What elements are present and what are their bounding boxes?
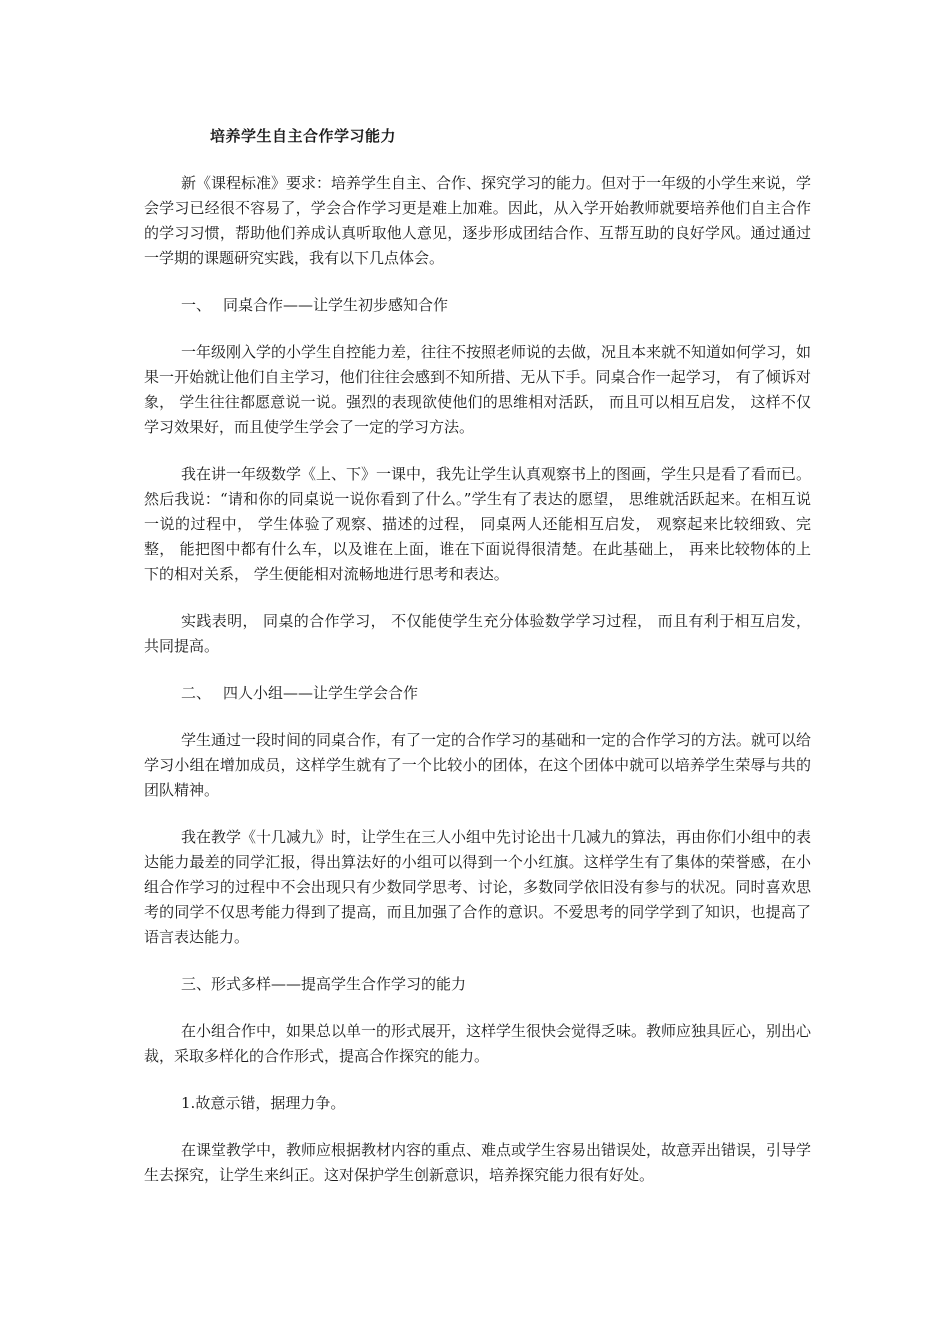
section-heading-text: 四人小组——让学生学会合作 xyxy=(223,684,419,702)
subsection-heading-text: 故意示错，据理力争。 xyxy=(195,1094,346,1112)
section-number: 二、 xyxy=(181,684,212,702)
section-heading-1 xyxy=(144,293,811,318)
paragraph: 学生通过一段时间的同桌合作，有了一定的合作学习的基础和一定的合作学习的方法。就可以给学习小组在增加成员，这样学生就有了一个比较小的团体，在这个团体中就可以培养学生荣辱与共的团队精神。 xyxy=(144,731,812,799)
paragraph: 我在讲一年级数学《上、下》一课中，我先让学生认真观察书上的图画，学生只是看了看而已。然后我说：“请和你的同桌说一说你看到了什么。”学生有了表达的愿望， 思维就活跃起来。在相互说一说的过程中， 学生体验了观察、描述的过程， 同桌两人还能相互启发， 观察起来比较细致、完整， 能把图中都有什么车，以及谁在上面，谁在下面说得很清楚。在此基础上， 再来比较物体的上下的相对关系， 学生便能相对流畅地进行思考和表达。 xyxy=(144,465,812,583)
section-heading-3 xyxy=(144,972,811,997)
subsection-heading-1 xyxy=(144,1091,811,1116)
paragraph: 在小组合作中，如果总以单一的形式展开，这样学生很快会觉得乏味。教师应独具匠心，别出心裁，采取多样化的合作形式，提高合作探究的能力。 xyxy=(144,1022,812,1065)
paragraph: 我在教学《十几减九》时，让学生在三人小组中先讨论出十几减九的算法，再由你们小组中的表达能力最差的同学汇报，得出算法好的小组可以得到一个小红旗。这样学生有了集体的荣誉感，在小组合作学习的过程中不会出现只有少数同学思考、讨论，多数同学依旧没有参与的状况。同时喜欢思考的同学不仅思考能力得到了提高，而且加强了合作的意识。不爱思考的同学学到了知识，也提高了语言表达能力。 xyxy=(144,828,812,946)
section-number: 三、 xyxy=(181,975,212,993)
section-heading-2 xyxy=(144,681,811,706)
paragraph: 在课堂教学中，教师应根据教材内容的重点、难点或学生容易出错误处，故意弄出错误，引导学生去探究，让学生来纠正。这对保护学生创新意识，培养探究能力很有好处。 xyxy=(144,1141,812,1184)
section-number: 一、 xyxy=(181,296,212,314)
document-title: 培养学生自主合作学习能力 xyxy=(210,127,397,145)
section-heading-text: 形式多样——提高学生合作学习的能力 xyxy=(211,975,467,993)
section-heading-text: 同桌合作——让学生初步感知合作 xyxy=(223,296,449,314)
subsection-number: 1. xyxy=(181,1094,196,1112)
document-body xyxy=(144,124,811,1210)
paragraph: 实践表明， 同桌的合作学习， 不仅能使学生充分体验数学学习过程， 而且有利于相互启发， 共同提高。 xyxy=(144,612,811,655)
paragraph: 一年级刚入学的小学生自控能力差，往往不按照老师说的去做，况且本来就不知道如何学习，如果一开始就让他们自主学习，他们往往会感到不知所措、无从下手。同桌合作一起学习， 有了倾诉对象， 学生往往都愿意说一说。强烈的表现欲使他们的思维相对活跃， 而且可以相互启发， 这样不仅学习效果好，而且使学生学会了一定的学习方法。 xyxy=(144,343,812,436)
paragraph: 新《课程标准》要求：培养学生自主、合作、探究学习的能力。但对于一年级的小学生来说，学会学习已经很不容易了，学会合作学习更是难上加难。因此，从入学开始教师就要培养他们自主合作的学习习惯，帮助他们养成认真听取他人意见，逐步形成团结合作、互帮互助的良好学风。通过通过一学期的课题研究实践，我有以下几点体会。 xyxy=(144,174,812,267)
